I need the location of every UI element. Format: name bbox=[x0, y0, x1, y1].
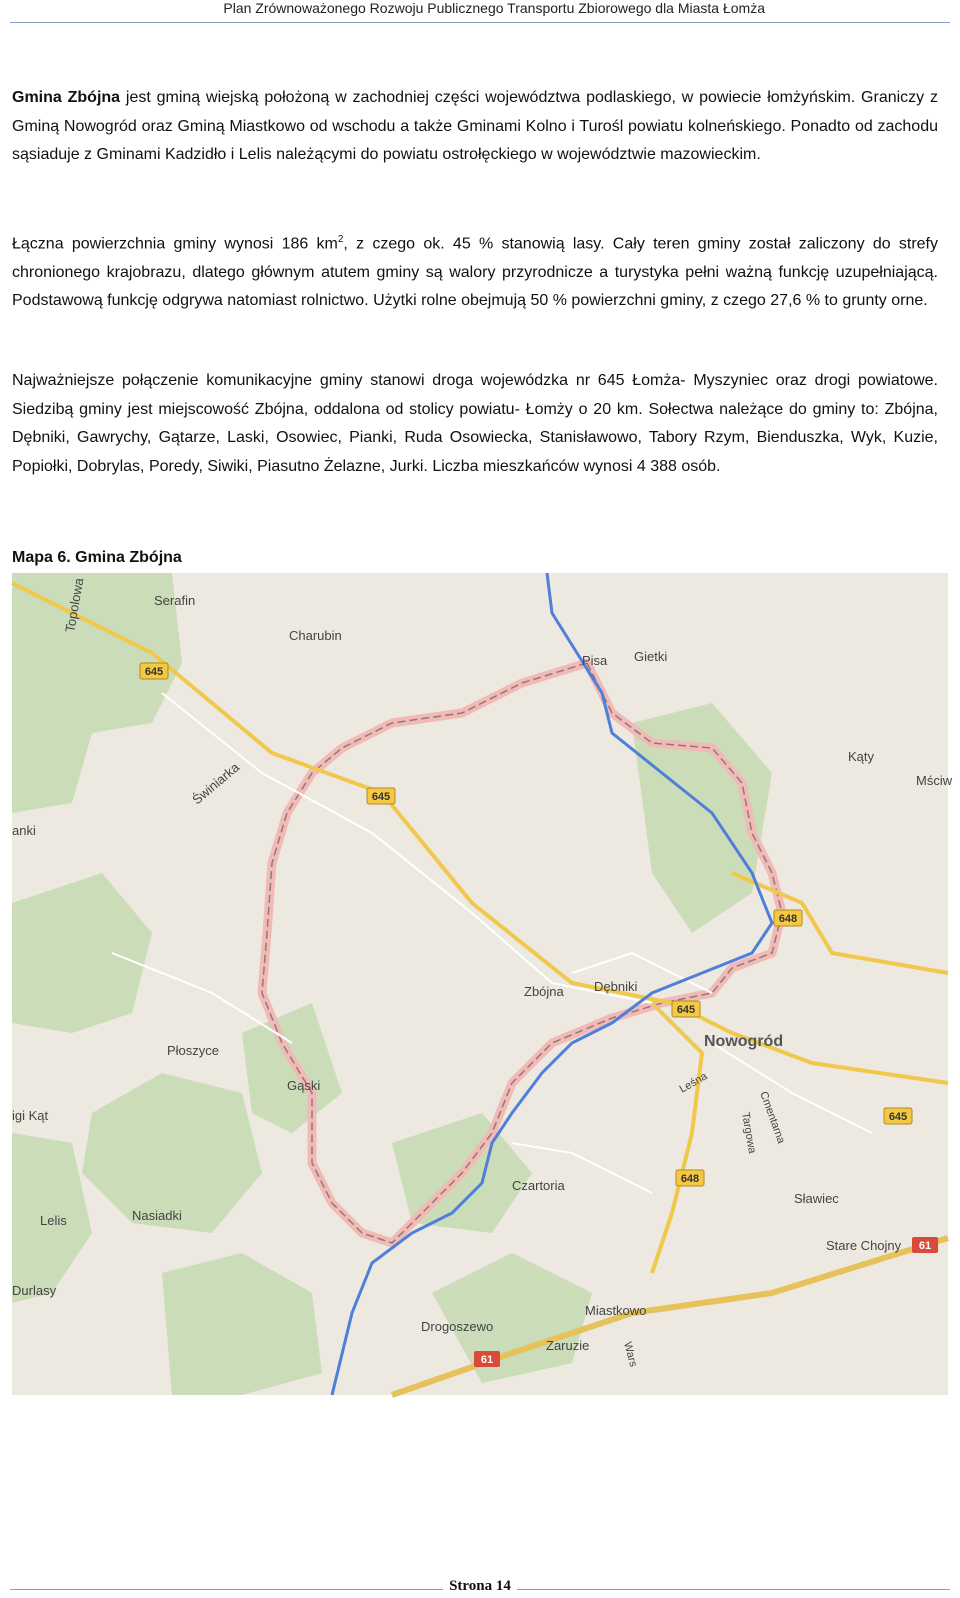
place-igi-kat: igi Kąt bbox=[12, 1108, 49, 1123]
paragraph-intro-bold: Gmina Zbójna bbox=[12, 89, 121, 106]
paragraph-area-text-before: Łączna powierzchnia gminy wynosi 186 km bbox=[12, 235, 338, 253]
badge-648-b-label: 648 bbox=[680, 1173, 700, 1185]
badge-645-d bbox=[884, 1108, 912, 1124]
place-nowogrod: Nowogród bbox=[704, 1033, 784, 1050]
place-nasiadki: Nasiadki bbox=[132, 1208, 182, 1223]
place-stare-chojny: Stare Chojny bbox=[826, 1238, 902, 1253]
badge-645-d-label: 645 bbox=[888, 1111, 908, 1123]
page-number: Strona 14 bbox=[443, 1578, 517, 1594]
place-ploszyce: Płoszyce bbox=[167, 1043, 220, 1058]
badge-648-a bbox=[774, 910, 802, 926]
place-swiniarka: Świniarka bbox=[189, 759, 243, 808]
place-lelis: Lelis bbox=[40, 1213, 67, 1228]
header-rule bbox=[10, 22, 950, 23]
paragraph-intro bbox=[12, 84, 938, 170]
badge-648-a-label: 648 bbox=[778, 913, 798, 925]
map-caption: Mapa 6. Gmina Zbójna bbox=[12, 549, 182, 566]
footer-page bbox=[0, 1578, 960, 1595]
map-image bbox=[12, 573, 953, 1395]
place-drogoszewo: Drogoszewo bbox=[421, 1319, 494, 1334]
place-debniki: Dębniki bbox=[594, 979, 638, 994]
paragraph-transport-text: Najważniejsze połączenie komunikacyjne gminy stanowi droga wojewódzka nr 645 Łomża- Myszyniec oraz drogi powiatowe. Siedzibą gminy jest miejscowość Zbójna, oddalona od stolicy powiatu- Łomży o 20 km. Sołectwa należące do gminy to: Zbójna, Dębniki, Gawrychy, Gątarze, Laski, Osowiec, Pianki, Ruda Osowiecka, Stanisławowo, Tabory Rzym, Bienduszka, Wyk, Kuzie, Popiołki, Dobrylas, Poredy, Siwiki, Piasutno Żelazne, Jurki. Liczba mieszkańców wynosi 4 388 osób. bbox=[12, 372, 938, 475]
place-pisa: Pisa bbox=[582, 653, 608, 668]
page-header bbox=[0, 0, 960, 24]
place-gietki: Gietki bbox=[634, 649, 668, 664]
badge-645-c-label: 645 bbox=[676, 1004, 696, 1016]
place-msciw: Mściw bbox=[916, 773, 953, 788]
badge-61-b bbox=[474, 1351, 500, 1367]
paragraph-area-text-after: , z czego ok. 45 % stanowią lasy. Cały teren gminy został zaliczony do strefy chronionego krajobrazu, dlatego głównym atutem gminy są walory przyrodnicze a turystyka pełni ważną funkcję uzupełniającą. Podstawową funkcję odgrywa natomiast rolnictwo. Użytki rolne obejmują 50 % powierzchni gminy, z czego 27,6 % to grunty orne. bbox=[12, 235, 939, 310]
paragraph-transport bbox=[12, 367, 938, 481]
place-gaski: Gąski bbox=[287, 1078, 321, 1093]
place-targowa: Targowa bbox=[739, 1111, 759, 1155]
badge-645-a bbox=[140, 663, 168, 679]
badge-645-b bbox=[367, 788, 395, 804]
place-zbojna: Zbójna bbox=[524, 984, 564, 999]
place-charubin: Charubin bbox=[289, 628, 342, 643]
badge-61-a-label: 61 bbox=[918, 1240, 932, 1252]
place-miastkowo: Miastkowo bbox=[585, 1303, 647, 1318]
place-slawiec: Sławiec bbox=[794, 1191, 839, 1206]
header-title: Plan Zrównoważonego Rozwoju Publicznego Transportu Zbiorowego dla Miasta Łomża bbox=[223, 0, 765, 16]
place-durlasy: Durlasy bbox=[12, 1283, 57, 1298]
place-cmentarna: Cmentarna bbox=[757, 1089, 788, 1146]
paragraph-intro-text: jest gminą wiejską położoną w zachodniej części województwa podlaskiego, w powiecie łomżyńskim. Graniczy z Gminą Nowogród oraz Gminą Miastkowo od wschodu a także Gminami Kolno i Turośl powiatu kolneńskiego. Ponadto od zachodu sąsiaduje z Gminami Kadzidło i Lelis należącymi do powiatu ostrołęckiego w województwie mazowieckim. bbox=[12, 89, 938, 163]
badge-61-a bbox=[912, 1237, 938, 1253]
place-lesna: Leśna bbox=[677, 1070, 710, 1096]
place-wars: Wars bbox=[621, 1340, 640, 1369]
badge-648-b bbox=[676, 1170, 704, 1186]
badge-61-b-label: 61 bbox=[480, 1354, 494, 1366]
place-katy: Kąty bbox=[848, 749, 875, 764]
place-czartoria: Czartoria bbox=[512, 1178, 565, 1193]
badge-645-c bbox=[672, 1001, 700, 1017]
badge-645-b-label: 645 bbox=[371, 791, 391, 803]
paragraph-area-sup: 2 bbox=[337, 234, 344, 245]
place-anki: anki bbox=[12, 823, 36, 838]
place-zaruzie: Zaruzie bbox=[546, 1338, 590, 1353]
paragraph-area bbox=[12, 226, 938, 316]
place-serafin: Serafin bbox=[154, 593, 196, 608]
place-topolowa: Topolowa bbox=[62, 576, 87, 634]
badge-645-a-label: 645 bbox=[144, 666, 164, 678]
